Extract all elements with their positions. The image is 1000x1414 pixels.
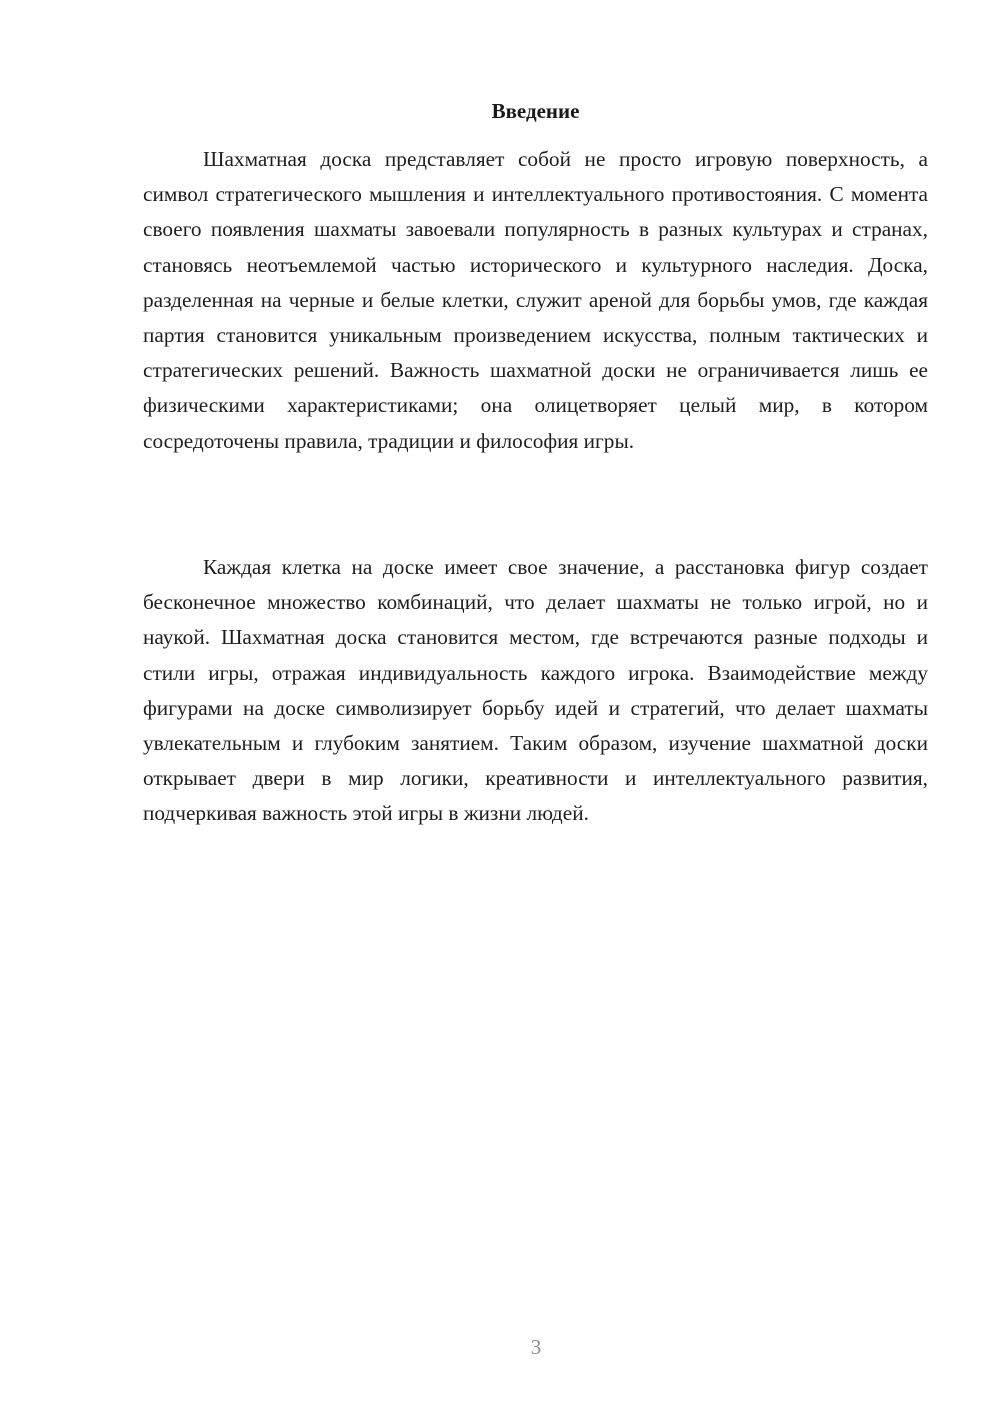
- section-heading: Введение: [491, 99, 580, 123]
- page-number: 3: [530, 1335, 542, 1359]
- paragraph-2: Каждая клетка на доске имеет свое значение, а расстановка фигур создает бесконечное множество комбинаций, что делает шахматы не только игрой, но и наукой. Шахматная доска становится местом, где встречаются разные подходы и стили игры, отражая индивидуальность каждого игрока. Взаимодействие между фигурами на доске символизирует борьбу идей и стратегий, что делает шахматы увлекательным и глубоким занятием. Таким образом, изучение шахматной доски открывает двери в мир логики, креативности и интеллектуального развития, подчеркивая важность этой игры в жизни людей.: [143, 555, 928, 826]
- paragraph-1: Шахматная доска представляет собой не просто игровую поверхность, а символ стратегического мышления и интеллектуального противостояния. С момента своего появления шахматы завоевали популярность в разных культурах и странах, становясь неотъемлемой частью исторического и культурного наследия. Доска, разделенная на черные и белые клетки, служит ареной для борьбы умов, где каждая партия становится уникальным произведением искусства, полным тактических и стратегических решений. Важность шахматной доски не ограничивается лишь ее физическими характеристиками; она олицетворяет целый мир, в котором сосредоточены правила, традиции и философия игры.: [143, 147, 928, 453]
